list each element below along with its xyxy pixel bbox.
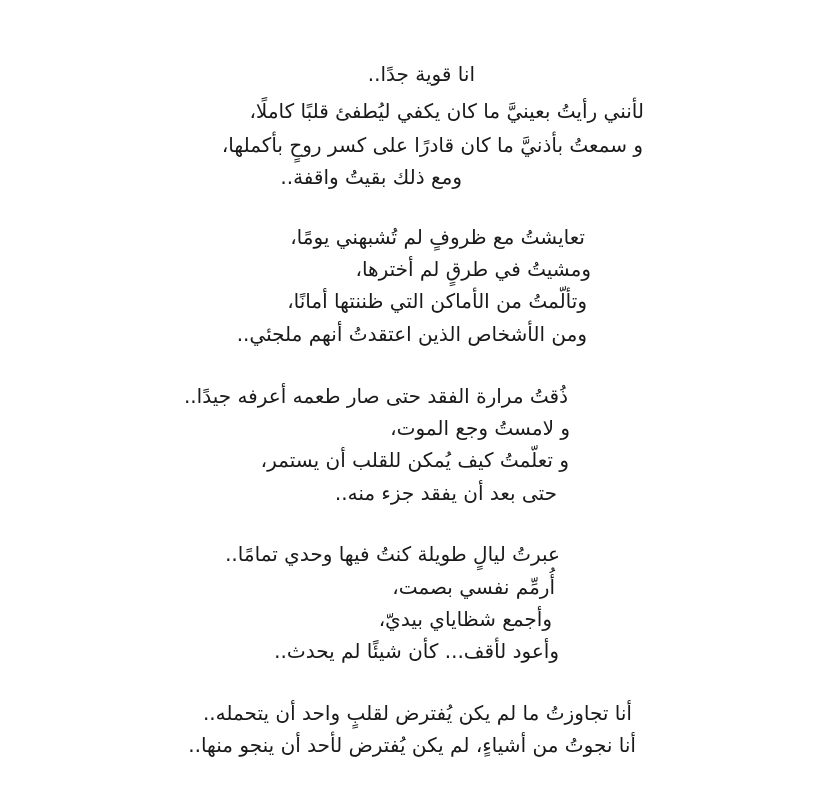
poem-line: أنا تجاوزتُ ما لم يكن يُفترض لقلبٍ واحد أن يتحمله.. — [202, 701, 632, 725]
poem-line: و سمعتُ بأذنيَّ ما كان قادرًا على كسر روحٍ بأكملها، — [221, 133, 643, 157]
poem-line: ومن الأشخاص الذين اعتقدتُ أنهم ملجئي.. — [236, 322, 587, 346]
poem-line: انا قوية جدًا.. — [367, 62, 475, 86]
poem-line: و لامستُ وجع الموت، — [390, 416, 570, 440]
poem-line: لأنني رأيتُ بعينيَّ ما كان يكفي ليُطفئ قلبًا كاملًا، — [249, 99, 644, 123]
poem-line: وتألّمتُ من الأماكن التي ظننتها أمانًا، — [287, 289, 587, 313]
poem-line: وأجمع شظاياي بيديّ، — [378, 607, 552, 631]
poem-line: أنا نجوتُ من أشياءٍ، لم يكن يُفترض لأحد أن ينجو منها.. — [188, 733, 636, 757]
poem-line: عبرتُ ليالٍ طويلة كنتُ فيها وحدي تمامًا.. — [225, 542, 560, 566]
poem-line: وأعود لأقف... كأن شيئًا لم يحدث.. — [274, 639, 559, 663]
poem-line: أُرمِّم نفسي بصمت، — [392, 575, 555, 599]
poem-line: ومع ذلك بقيتُ واقفة.. — [280, 165, 462, 189]
poem-line: ذُقتُ مرارة الفقد حتى صار طعمه أعرفه جيدًا.. — [183, 384, 568, 408]
poem-line: حتى بعد أن يفقد جزء منه.. — [334, 481, 557, 505]
poem-line: تعايشتُ مع ظروفٍ لم تُشبهني يومًا، — [290, 225, 585, 249]
poem-line: ومشيتُ في طرقٍ لم أخترها، — [355, 257, 591, 281]
poem-line: و تعلّمتُ كيف يُمكن للقلب أن يستمر، — [260, 448, 569, 472]
